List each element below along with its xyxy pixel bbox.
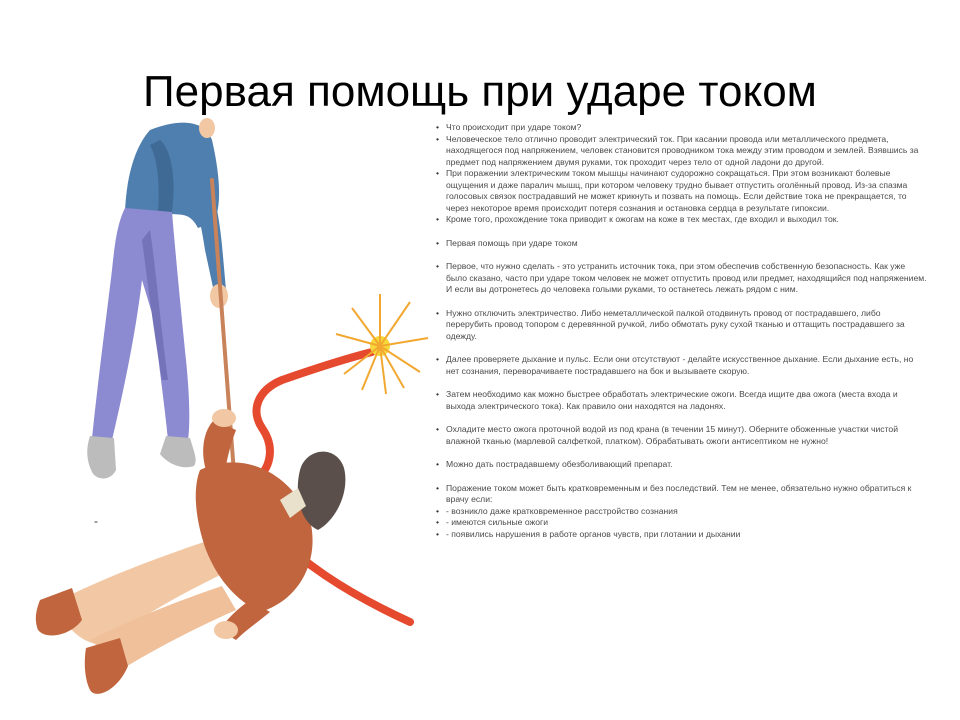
rescuer-shoe-right <box>160 436 196 467</box>
bullet-item: • Человеческое тело отлично проводит электрический ток. При касании провода или металлического предмета, находящегося под напряжением, человек становится проводником тока между этим проводом и землей. Взявшись за предмет под напряжением двумя руками, ток проходит через тело от одной ладони до другой. <box>436 134 928 169</box>
spark <box>336 294 428 394</box>
electric-shock-rescue-illustration-icon <box>0 110 440 720</box>
bullet-item: • Первое, что нужно сделать - это устранить источник тока, при этом обеспечив собственную безопасность. Как уже было сказано, часто при ударе током человек не может отпустить провод или предмет, находящийся под напряжением. И если вы дотронетесь до человека голыми руками, то останетесь лежать рядом с ним. <box>436 261 928 296</box>
bullet-item: • - возникло даже кратковременное расстройство сознания <box>436 506 928 518</box>
rescuer-trousers <box>92 208 189 440</box>
bullet-item: • Затем необходимо как можно быстрее обработать электрические ожоги. Всегда ищите два ожога (места входа и выхода электрического тока). Как правило они находятся на ладонях. <box>436 389 928 412</box>
bullet-item: • Нужно отключить электричество. Либо неметаллической палкой отодвинуть провод от пострадавшего, либо перерубить провод топором с деревянной ручкой, либо обмотать руку сухой тканью и оттащить пострадавшего за одежду. <box>436 308 928 343</box>
bullet-item: • Далее проверяете дыхание и пульс. Если они отсутствуют - делайте искусственное дыхание. Если дыхание есть, но нет сознания, переворачиваете пострадавшего на бок и вызываете скорую. <box>436 354 928 377</box>
bullet-item: • - имеются сильные ожоги <box>436 517 928 529</box>
bullet-list <box>436 122 928 540</box>
rescuer-shoe-left <box>87 436 116 479</box>
slide-title: Первая помощь при ударе током <box>143 67 817 116</box>
bullet-item: • Можно дать пострадавшему обезболивающий препарат. <box>436 459 928 471</box>
dash-mark: - <box>94 514 98 528</box>
victim-hand-up <box>212 409 236 427</box>
rescuer-neck <box>199 118 215 138</box>
victim-hand-down <box>214 621 238 639</box>
bullet-item: • Что происходит при ударе током? <box>436 122 928 134</box>
bullet-item: • Кроме того, прохождение тока приводит к ожогам на коже в тех местах, где входил и выходил ток. <box>436 214 928 226</box>
bullet-item: • - появились нарушения в работе органов чувств, при глотании и дыхании <box>436 529 928 541</box>
victim-shoe-right <box>85 638 128 694</box>
bullet-item: • Поражение током может быть кратковременным и без последствий. Тем не менее, обязательно нужно обратиться к врачу если: <box>436 483 928 506</box>
bullet-item: • При поражении электрическим током мышцы начинают судорожно сокращаться. При этом возникают болевые ощущения и даже паралич мышц, при котором человеку трудно бывает отпустить оголённый провод. Из-за спазма голосовых связок пострадавший не может крикнуть и позвать на помощь. Если действие тока не прекращается, то через некоторое время происходит потеря сознания и остановка сердца в результате гипоксии. <box>436 168 928 214</box>
bullet-item: • Охладите место ожога проточной водой из под крана (в течении 15 минут). Оберните обоженные участки чистой влажной тканью (марлевой салфеткой, платком). Обрабатывать ожоги антисептиком не нужно! <box>436 424 928 447</box>
bullet-item: • Первая помощь при ударе током <box>436 238 928 250</box>
